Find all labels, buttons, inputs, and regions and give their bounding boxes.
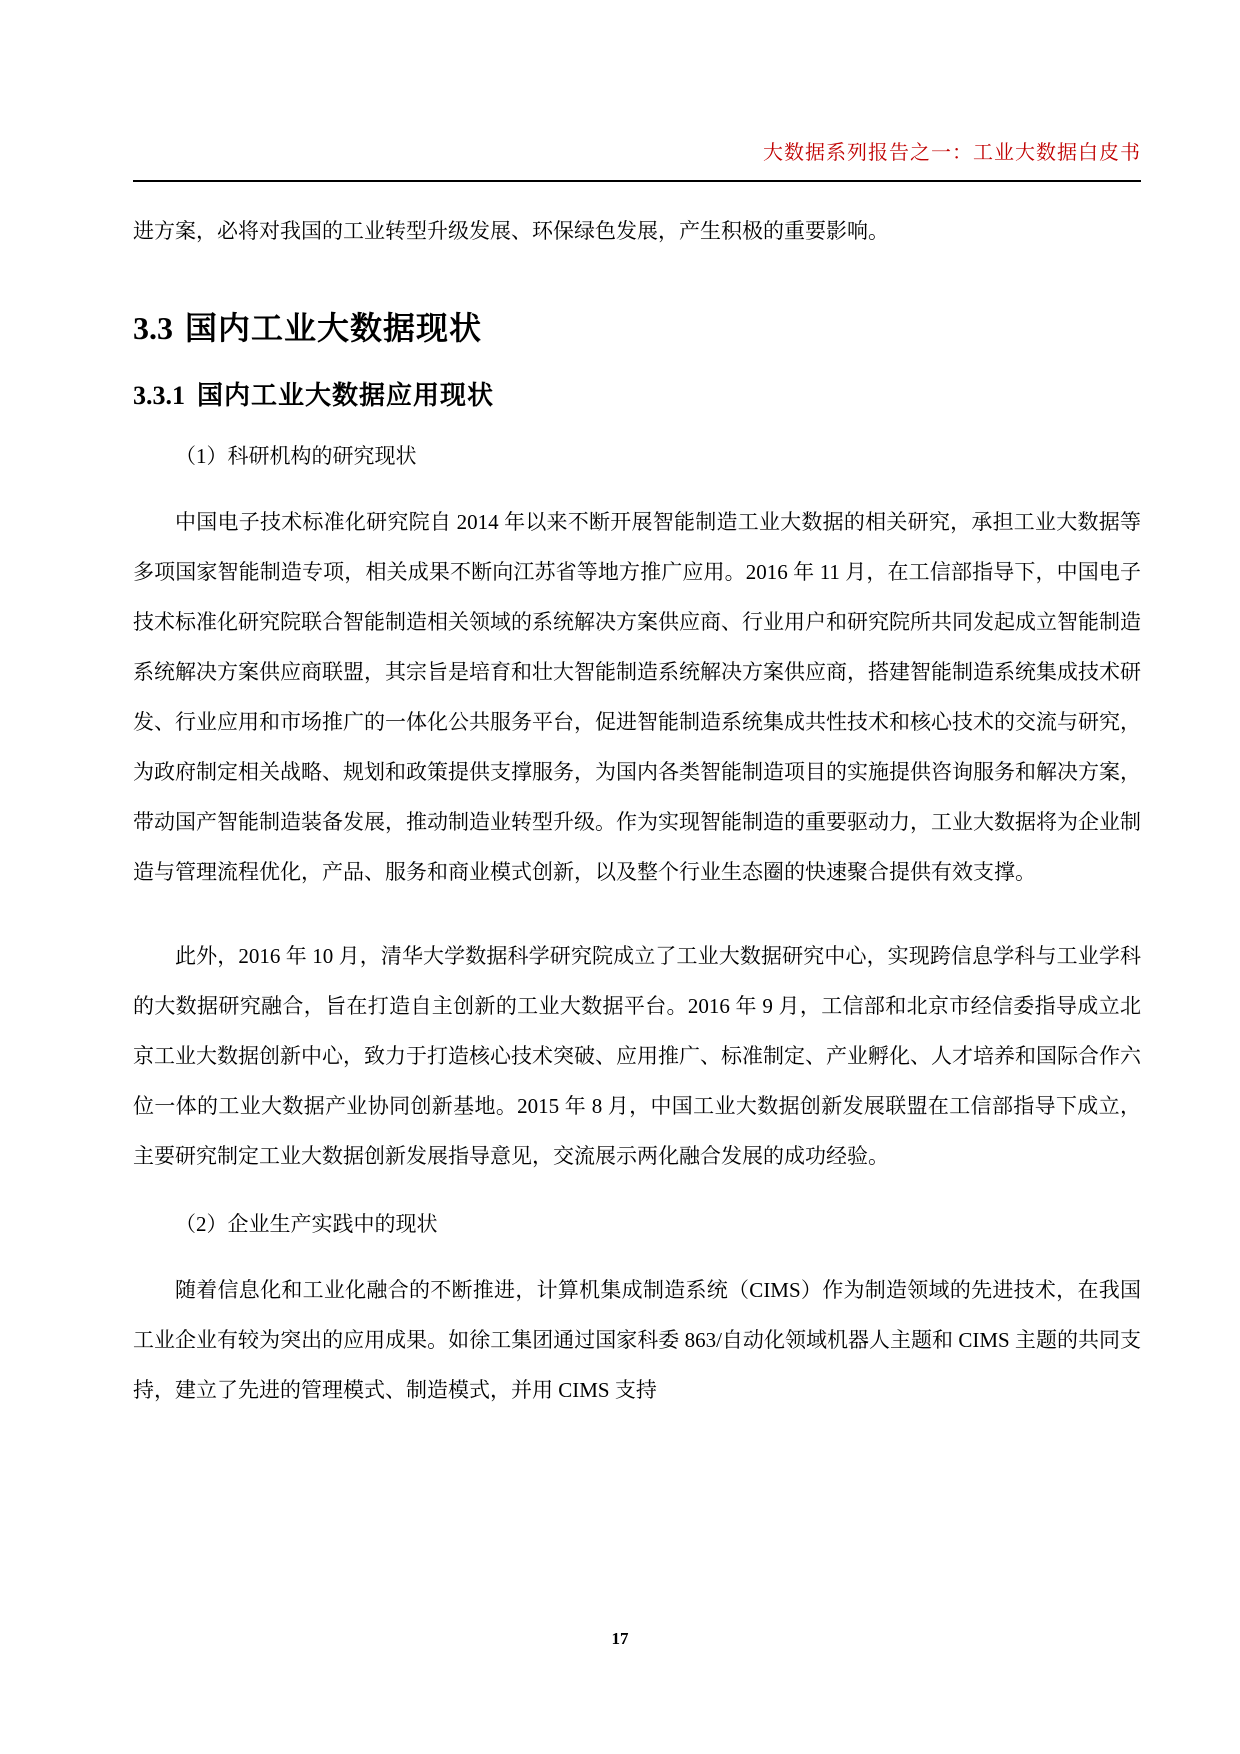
- header-divider: [133, 180, 1141, 182]
- lead-paragraph: 进方案，必将对我国的工业转型升级发展、环保绿色发展，产生积极的重要影响。: [133, 219, 889, 243]
- paragraph-cims: 随着信息化和工业化融合的不断推进，计算机集成制造系统（CIMS）作为制造领域的先进技术，在我国工业企业有较为突出的应用成果。如徐工集团通过国家科委 863/自动化领域机器人主题和 CIMS 主题的共同支持，建立了先进的管理模式、制造模式，并用 CIMS 支持: [133, 1278, 1141, 1402]
- subsection-number: 3.3.1: [133, 381, 185, 410]
- item2-heading: （2）企业生产实践中的现状: [175, 1212, 438, 1236]
- subsection-title: 国内工业大数据应用现状: [197, 380, 495, 410]
- section-number: 3.3: [133, 310, 173, 346]
- section-heading: [133, 308, 1141, 348]
- paragraph-standards-institute: 中国电子技术标准化研究院自 2014 年以来不断开展智能制造工业大数据的相关研究，承担工业大数据等多项国家智能制造专项，相关成果不断向江苏省等地方推广应用。2016 年 11 月，在工信部指导下，中国电子技术标准化研究院联合智能制造相关领域的系统解决方案供应商、行业用户和研究院所共同发起成立智能制造系统解决方案供应商联盟，其宗旨是培育和壮大智能制造系统解决方案供应商，搭建智能制造系统集成技术研发、行业应用和市场推广的一体化公共服务平台，促进智能制造系统集成共性技术和核心技术的交流与研究，为政府制定相关战略、规划和政策提供支撑服务，为国内各类智能制造项目的实施提供咨询服务和解决方案，带动国产智能制造装备发展，推动制造业转型升级。作为实现智能制造的重要驱动力，工业大数据将为企业制造与管理流程优化，产品、服务和商业模式创新，以及整个行业生态圈的快速聚合提供有效支撑。: [133, 510, 1141, 884]
- running-header-title: 大数据系列报告之一：工业大数据白皮书: [763, 142, 1141, 164]
- paragraph-tsinghua: 此外，2016 年 10 月，清华大学数据科学研究院成立了工业大数据研究中心，实现跨信息学科与工业学科的大数据研究融合，旨在打造自主创新的工业大数据平台。2016 年 9 月，工信部和北京市经信委指导成立北京工业大数据创新中心，致力于打造核心技术突破、应用推广、标准制定、产业孵化、人才培养和国际合作六位一体的工业大数据产业协同创新基地。2015 年 8 月，中国工业大数据创新发展联盟在工信部指导下成立，主要研究制定工业大数据创新发展指导意见，交流展示两化融合发展的成功经验。: [133, 944, 1141, 1168]
- page-number: 17: [611, 1629, 629, 1648]
- running-header: [133, 0, 1141, 166]
- item1-heading: （1）科研机构的研究现状: [175, 444, 417, 468]
- section-title: 国内工业大数据现状: [185, 310, 483, 346]
- page-content: [133, 0, 1141, 1415]
- subsection-heading: [133, 378, 1141, 413]
